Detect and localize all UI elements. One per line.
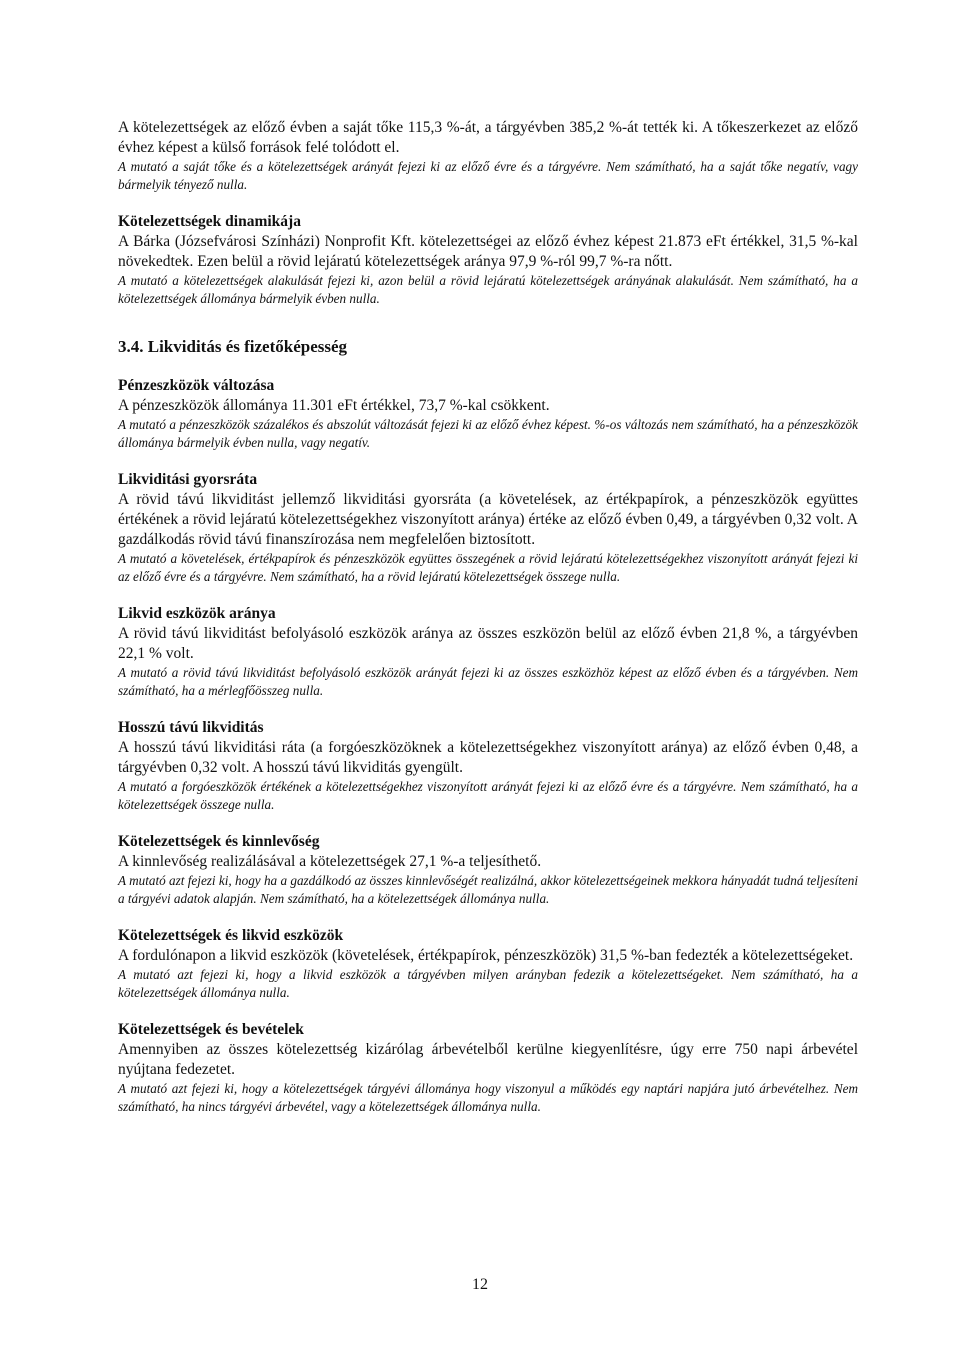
kinnlevoseg-heading: Kötelezettségek és kinnlevőség [118, 833, 320, 850]
page-number: 12 [472, 1276, 488, 1293]
intro-note: A mutató a saját tőke és a kötelezettségek arányát fejezi ki az előző évre és a tárgyévre. Nem számítható, ha a saját tőke negatív, vagy bármelyik tényező nulla. [118, 159, 858, 192]
bevetelek-heading: Kötelezettségek és bevételek [118, 1021, 304, 1038]
dinamika-paragraph: A Bárka (Józsefvárosi Színházi) Nonprofit Kft. kötelezettségei az előző évhez képest 21.873 eFt értékkel, 31,5 %-kal növekedtek. Ezen belül a rövid lejáratú kötelezettségek aránya 97,9 %-ról 99,7 %-ra nőtt. [118, 233, 858, 270]
likvid-eszkozok-paragraph: A fordulónapon a likvid eszközök (követelések, értékpapírok, pénzeszközök) 31,5 %-ban fedezték a kötelezettségeket. [118, 947, 854, 964]
penzeszkozok-paragraph: A pénzeszközök állománya 11.301 eFt értékkel, 73,7 %-kal csökkent. [118, 397, 550, 414]
likvid-eszkozok-note: A mutató azt fejezi ki, hogy a likvid eszközök a tárgyévben milyen arányban fedezik a kötelezettségeket. Nem számítható, ha a kötelezettségek állománya nulla. [118, 967, 858, 1000]
likvid-arany-note: A mutató a rövid távú likviditást befolyásoló eszközök arányát fejezi ki az összes eszközhöz képest az előző évben és a tárgyévben. Nem számítható, ha a mérlegfőösszeg nulla. [118, 665, 858, 698]
gyorsrata-paragraph: A rövid távú likviditást jellemző likviditási gyorsráta (a követelések, az értékpapírok, a pénzeszközök együttes értékének a rövid lejáratú kötelezettségekhez viszonyított aránya) értéke az előző évben 0,49, a tárgyévben 0,32 volt. A gazdálkodás rövid távú finanszírozása nem megfelelően biztosított. [118, 491, 858, 548]
hosszu-paragraph: A hosszú távú likviditási ráta (a forgóeszközöknek a kötelezettségekhez viszonyított aránya) az előző évben 0,48, a tárgyévben 0,32 volt. A hosszú távú likviditás gyengült. [118, 739, 858, 776]
dinamika-heading: Kötelezettségek dinamikája [118, 213, 301, 230]
section-heading: 3.4. Likviditás és fizetőképesség [118, 337, 348, 356]
bevetelek-paragraph: Amennyiben az összes kötelezettség kizárólag árbevételből kerülne kiegyenlítésre, úgy erre 750 napi árbevétel nyújtana fedezetet. [118, 1041, 858, 1078]
hosszu-heading: Hosszú távú likviditás [118, 719, 264, 736]
gyorsrata-note: A mutató a követelések, értékpapírok és pénzeszközök együttes összegének a rövid lejáratú kötelezettségekhez viszonyított arányát fejezi ki az előző évre és a tárgyévre. Nem számítható, ha a rövid lejáratú kötelezettségek összege nulla. [118, 551, 858, 584]
gyorsrata-heading: Likviditási gyorsráta [118, 471, 258, 488]
penzeszkozok-note: A mutató a pénzeszközök százalékos és abszolút változását fejezi ki az előző évhez képest. %-os változás nem számítható, ha a pénzeszközök állománya bármelyik évben nulla, vagy negatív. [118, 417, 858, 450]
dinamika-note: A mutató a kötelezettségek alakulását fejezi ki, azon belül a rövid lejáratú kötelezettségek arányának alakulását. Nem számítható, ha a kötelezettségek állománya bármelyik évben nulla. [118, 273, 858, 306]
likvid-arany-heading: Likvid eszközök aránya [118, 605, 276, 622]
likvid-eszkozok-heading: Kötelezettségek és likvid eszközök [118, 927, 344, 944]
bevetelek-note: A mutató azt fejezi ki, hogy a kötelezettségek tárgyévi állománya hogy viszonyul a működés egy naptári napjára jutó árbevételhez. Nem számítható, ha nincs tárgyévi árbevétel, vagy a kötelezettségek állománya nulla. [118, 1081, 858, 1114]
document-page [118, 118, 858, 1116]
penzeszkozok-heading: Pénzeszközök változása [118, 377, 275, 394]
kinnlevoseg-note: A mutató azt fejezi ki, hogy ha a gazdálkodó az összes kinnlevőségét realizálná, akkor kötelezettségeinek mekkora hányadát tudná teljesíteni a tárgyévi adatok alapján. Nem számítható, ha a kötelezettségek állománya nulla. [118, 873, 858, 906]
hosszu-note: A mutató a forgóeszközök értékének a kötelezettségekhez viszonyított arányát fejezi ki az előző évre és a tárgyévre. Nem számítható, ha a kötelezettségek összege nulla. [118, 779, 858, 812]
kinnlevoseg-paragraph: A kinnlevőség realizálásával a kötelezettségek 27,1 %-a teljesíthető. [118, 853, 542, 870]
likvid-arany-paragraph: A rövid távú likviditást befolyásoló eszközök aránya az összes eszközön belül az előző évben 21,8 %, a tárgyévben 22,1 % volt. [118, 625, 858, 662]
intro-paragraph: A kötelezettségek az előző évben a saját tőke 115,3 %-át, a tárgyévben 385,2 %-át tették ki. A tőkeszerkezet az előző évhez képest a külső források felé tolódott el. [118, 119, 858, 156]
